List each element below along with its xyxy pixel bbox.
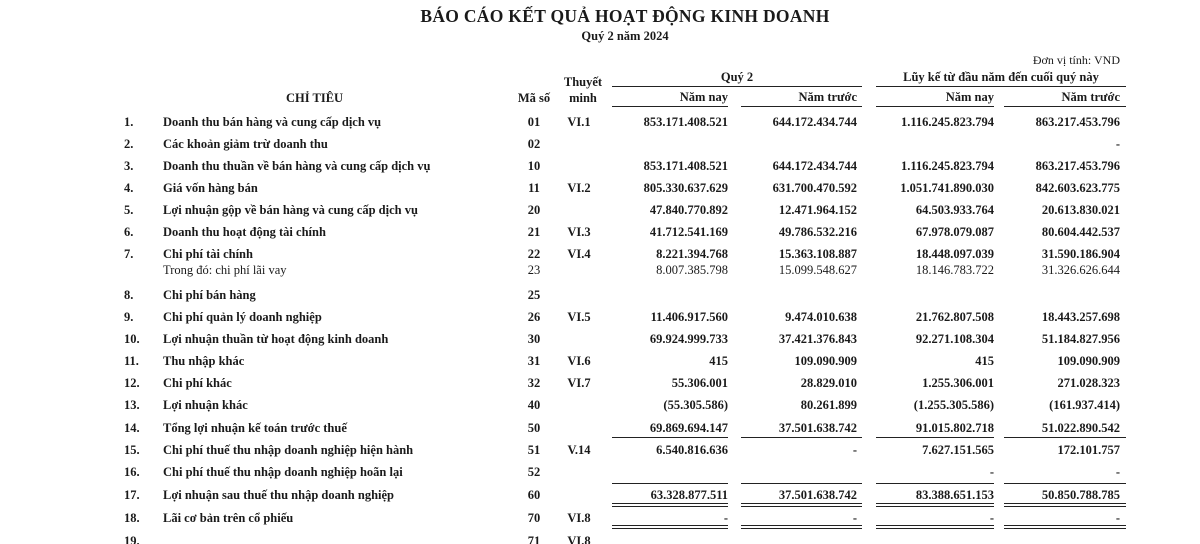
row-number: 2. [124,137,134,151]
row-quarter-this-year: 41.712.541.169 [649,225,728,239]
currency-unit: Đơn vị tính: VND [1032,53,1120,67]
row-ytd-this-year: (1.255.305.586) [913,398,994,412]
row-indicator: Thu nhập khác [163,354,245,368]
row-quarter-last-year: 15.363.108.887 [778,247,857,261]
row-ytd-last-year: - [1115,511,1120,525]
table-row [0,353,1200,369]
row-quarter-this-year: 8.007.385.798 [656,263,728,277]
row-ytd-this-year: - [989,511,994,525]
row-quarter-last-year: 49.786.532.216 [778,225,857,239]
row-number: 7. [124,247,134,261]
row-ytd-last-year: - [1115,137,1120,151]
row-number: 1. [124,115,134,129]
header-ytd-group: Lũy kế từ đầu năm đến cuối quý này [903,70,1099,84]
row-ytd-last-year: 271.028.323 [1057,376,1120,390]
row-quarter-this-year: 853.171.408.521 [643,159,728,173]
row-quarter-this-year: 11.406.917.560 [650,310,728,324]
row-code: 20 [527,203,541,217]
row-indicator: Doanh thu bán hàng và cung cấp dịch vụ [163,115,382,129]
col4-header-underline [1004,106,1126,107]
row-note: VI.2 [567,181,591,195]
row-ytd-this-year: 67.978.079.087 [915,225,994,239]
table-row [0,397,1200,413]
net-profit-double-line-4 [1004,503,1126,507]
row-quarter-this-year: 853.171.408.521 [643,115,728,129]
row-indicator: Chi phí tài chính [163,247,253,261]
row-code: 26 [527,310,541,324]
row-indicator: Tổng lợi nhuận kế toán trước thuế [163,421,347,435]
row-note: V.14 [567,443,591,457]
row-indicator: Lợi nhuận thuần từ hoạt động kinh doanh [163,332,389,346]
row-ytd-last-year: 20.613.830.021 [1041,203,1120,217]
row-ytd-last-year: 172.101.757 [1057,443,1120,457]
pretax-sum-line-3 [876,437,994,438]
row-ytd-last-year: 51.022.890.542 [1041,421,1120,435]
row-ytd-last-year: 80.604.442.537 [1041,225,1120,239]
col3-header-underline [876,106,994,107]
row-quarter-this-year: 805.330.637.629 [643,181,728,195]
row-ytd-this-year: 18.146.783.722 [915,263,994,277]
row-quarter-last-year: 109.090.909 [794,354,857,368]
row-quarter-last-year: - [852,443,857,457]
table-row [0,442,1200,458]
row-note: VI.5 [567,310,591,324]
table-row [0,309,1200,325]
row-ytd-last-year: 31.326.626.644 [1041,263,1120,277]
row-indicator: Doanh thu hoạt động tài chính [163,225,326,239]
row-quarter-this-year: - [723,511,728,525]
row-code: 21 [527,225,541,239]
row-ytd-last-year: 863.217.453.796 [1035,159,1120,173]
row-code: 31 [527,354,541,368]
row-quarter-last-year: 631.700.470.592 [772,181,857,195]
row-indicator: Lợi nhuận khác [163,398,248,412]
row-indicator: Chi phí thuế thu nhập doanh nghiệp hoãn lại [163,465,403,479]
ytd-group-underline [876,86,1126,87]
row-quarter-this-year: 47.840.770.892 [649,203,728,217]
pretax-sum-line-2 [741,437,862,438]
row-ytd-this-year: 1.255.306.001 [922,376,994,390]
row-quarter-this-year: 69.924.999.733 [649,332,728,346]
row-indicator: Lợi nhuận gộp về bán hàng và cung cấp dịch vụ [163,203,418,217]
row-quarter-last-year: 37.501.638.742 [778,488,857,502]
row-ytd-this-year: 18.448.097.039 [915,247,994,261]
row-number: 12. [124,376,140,390]
row-code: 10 [527,159,541,173]
row-ytd-this-year: 91.015.802.718 [915,421,994,435]
row-code: 70 [527,511,541,525]
net-profit-top-line-2 [741,483,862,484]
row-ytd-this-year: 1.051.741.890.030 [900,181,994,195]
quarter-group-underline [612,86,862,87]
row-quarter-last-year: 37.421.376.843 [778,332,857,346]
row-number: 11. [124,354,139,368]
table-row [0,246,1200,262]
row-indicator: Chi phí khác [163,376,232,390]
pretax-sum-line-1 [612,437,728,438]
row-number: 4. [124,181,134,195]
net-profit-double-line-1 [612,503,728,507]
row-number: 5. [124,203,134,217]
row-ytd-last-year: 842.603.623.775 [1035,181,1120,195]
row-ytd-last-year: 863.217.453.796 [1035,115,1120,129]
row-note: VI.6 [567,354,591,368]
row-number: 15. [124,443,140,457]
row-code: 23 [527,263,541,277]
row-code: 50 [527,421,541,435]
row-code: 52 [527,465,541,479]
table-row [0,114,1200,130]
header-quarter-this-year: Năm nay [679,90,728,104]
row-ytd-this-year: 7.627.151.565 [922,443,994,457]
row-indicator: Chi phí quản lý doanh nghiệp [163,310,322,324]
row-indicator: Trong đó: chi phí lãi vay [163,263,287,277]
row-code: 22 [527,247,541,261]
row-indicator: Các khoản giảm trừ doanh thu [163,137,328,151]
header-note-line1: Thuyết [563,75,603,89]
table-row [0,202,1200,218]
header-code: Mã số [517,91,551,105]
row-number: 3. [124,159,134,173]
header-quarter-group: Quý 2 [720,70,754,84]
net-profit-top-line-3 [876,483,994,484]
row-note: VI.1 [567,115,591,129]
row-number: 8. [124,288,134,302]
row-quarter-last-year: - [852,511,857,525]
table-row [0,136,1200,152]
row-ytd-this-year: 64.503.933.764 [915,203,994,217]
row-indicator: Lãi cơ bản trên cổ phiếu [163,511,294,525]
row-code: 25 [527,288,541,302]
row-note: VI.7 [567,376,591,390]
row-quarter-this-year: 63.328.877.511 [650,488,728,502]
net-profit-top-line-4 [1004,483,1126,484]
partial-row-cut-off [0,534,1200,544]
row-code: 51 [527,443,541,457]
row-indicator: Lợi nhuận sau thuế thu nhập doanh nghiệp [163,488,394,502]
row-ytd-this-year: 21.762.807.508 [915,310,994,324]
col1-header-underline [612,106,728,107]
table-row [0,331,1200,347]
partial-row-code: 71 [527,534,541,544]
row-ytd-this-year: 1.116.245.823.794 [900,159,994,173]
header-note-line2: minh [569,91,597,105]
row-number: 18. [124,511,140,525]
row-indicator: Chi phí bán hàng [163,288,256,302]
row-code: 11 [528,181,540,195]
col2-header-underline [741,106,862,107]
pretax-sum-line-4 [1004,437,1126,438]
row-quarter-this-year: 8.221.394.768 [656,247,728,261]
row-note: VI.3 [567,225,591,239]
header-indicator: CHỈ TIÊU [286,91,344,105]
net-profit-top-line-1 [612,483,728,484]
table-row [0,158,1200,174]
table-row [0,224,1200,240]
row-code: 60 [527,488,541,502]
row-ytd-this-year: 415 [975,354,994,368]
row-quarter-last-year: 9.474.010.638 [785,310,857,324]
row-quarter-last-year: 15.099.548.627 [778,263,857,277]
table-row [0,464,1200,480]
row-quarter-this-year: 6.540.816.636 [656,443,728,457]
row-quarter-this-year: 69.869.694.147 [649,421,728,435]
row-number: 9. [124,310,134,324]
row-code: 02 [527,137,541,151]
row-number: 10. [124,332,140,346]
row-ytd-last-year: 31.590.186.904 [1041,247,1120,261]
row-number: 17. [124,488,140,502]
row-ytd-last-year: - [1115,465,1120,479]
row-ytd-this-year: - [989,465,994,479]
row-ytd-this-year: 83.388.651.153 [915,488,994,502]
row-note: VI.8 [567,511,591,525]
table-row [0,375,1200,391]
table-row [0,262,1200,278]
row-number: 13. [124,398,140,412]
table-row [0,420,1200,436]
row-quarter-this-year: 415 [709,354,728,368]
table-row [0,180,1200,196]
partial-row-number: 19. [124,534,140,544]
row-code: 40 [527,398,541,412]
table-row [0,510,1200,526]
net-profit-double-line-3 [876,503,994,507]
row-quarter-last-year: 80.261.899 [800,398,857,412]
row-code: 32 [527,376,541,390]
row-ytd-last-year: 109.090.909 [1057,354,1120,368]
row-quarter-last-year: 12.471.964.152 [778,203,857,217]
eps-double-line-3 [876,525,994,529]
row-indicator: Doanh thu thuần về bán hàng và cung cấp dịch vụ [163,159,431,173]
partial-row-note: VI.8 [567,534,591,544]
row-quarter-last-year: 37.501.638.742 [778,421,857,435]
row-quarter-this-year: 55.306.001 [671,376,728,390]
row-indicator: Giá vốn hàng bán [163,181,258,195]
row-quarter-this-year: (55.305.586) [663,398,728,412]
report-period: Quý 2 năm 2024 [581,29,669,43]
row-ytd-this-year: 1.116.245.823.794 [900,115,994,129]
row-note: VI.4 [567,247,591,261]
net-profit-double-line-2 [741,503,862,507]
row-quarter-last-year: 644.172.434.744 [772,159,857,173]
row-quarter-last-year: 28.829.010 [800,376,857,390]
row-indicator: Chi phí thuế thu nhập doanh nghiệp hiện hành [163,443,414,457]
row-quarter-last-year: 644.172.434.744 [772,115,857,129]
row-ytd-last-year: 18.443.257.698 [1041,310,1120,324]
eps-double-line-1 [612,525,728,529]
header-quarter-last-year: Năm trước [798,90,857,104]
row-number: 14. [124,421,140,435]
table-row [0,287,1200,303]
report-title: BÁO CÁO KẾT QUẢ HOẠT ĐỘNG KINH DOANH [420,6,830,26]
row-ytd-last-year: (161.937.414) [1049,398,1120,412]
eps-double-line-2 [741,525,862,529]
header-ytd-last-year: Năm trước [1061,90,1120,104]
row-ytd-this-year: 92.271.108.304 [915,332,994,346]
row-ytd-last-year: 51.184.827.956 [1041,332,1120,346]
row-ytd-last-year: 50.850.788.785 [1041,488,1120,502]
eps-double-line-4 [1004,525,1126,529]
header-ytd-this-year: Năm nay [945,90,994,104]
row-number: 16. [124,465,140,479]
row-code: 30 [527,332,541,346]
table-row [0,487,1200,503]
row-code: 01 [527,115,541,129]
row-number: 6. [124,225,134,239]
